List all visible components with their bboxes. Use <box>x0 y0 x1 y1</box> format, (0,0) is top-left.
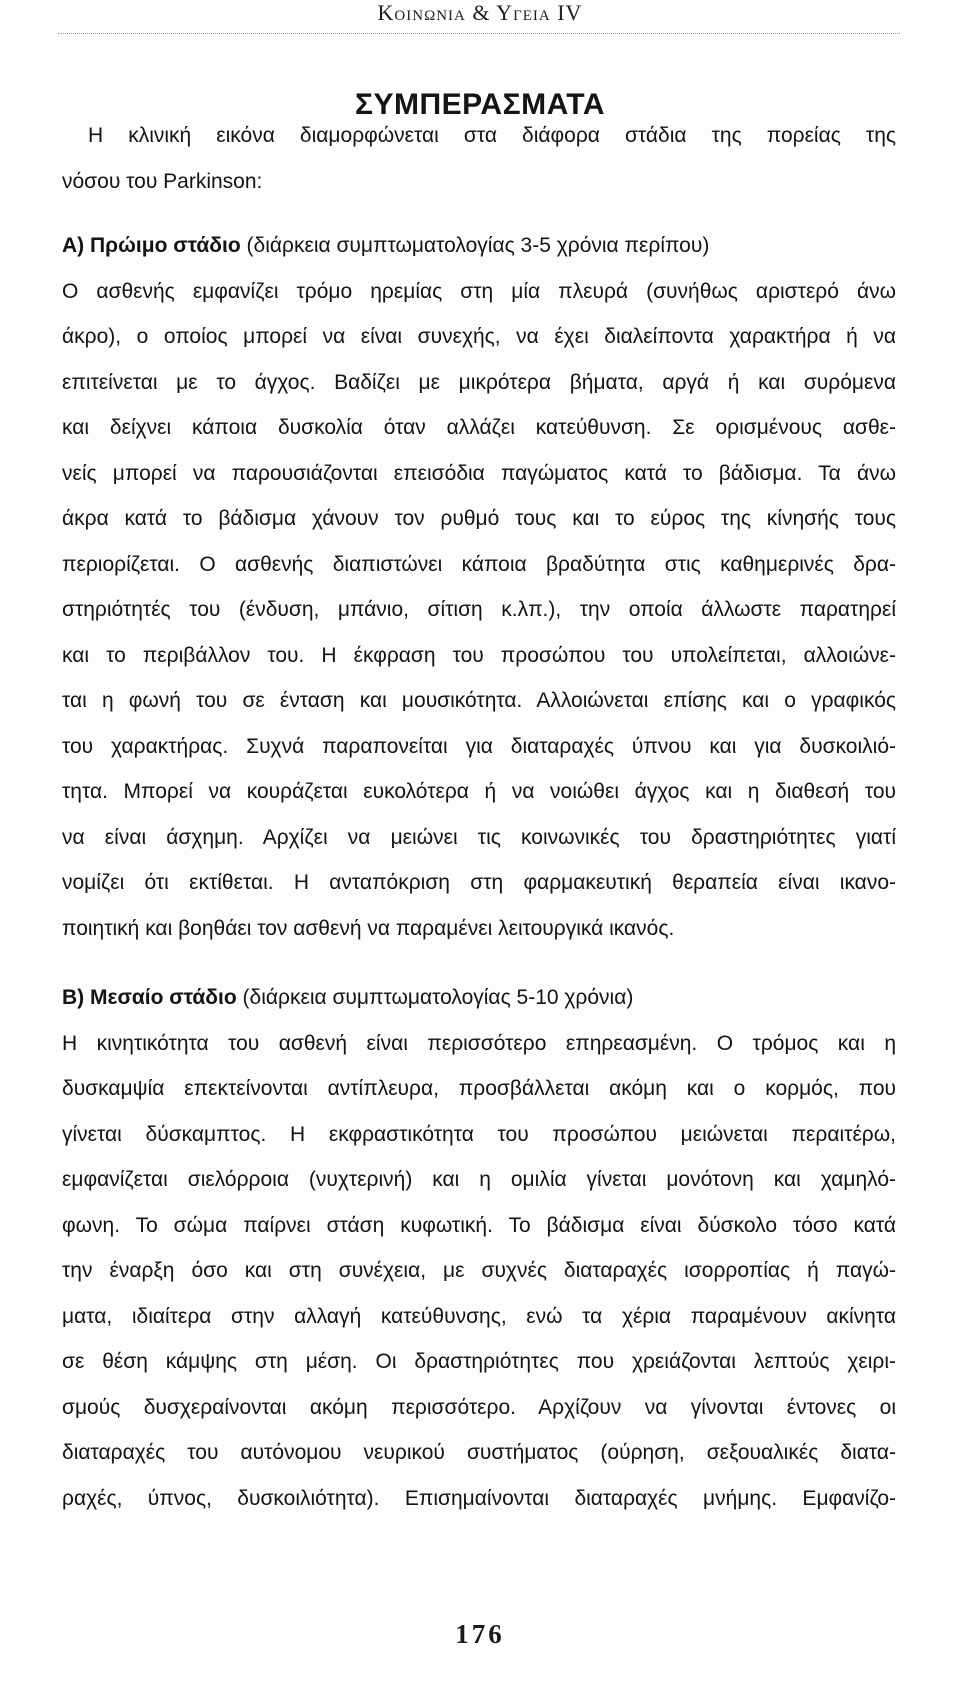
text-line: ραχές, ύπνος, δυσκοιλιότητα). Επισημαίνονται διαταραχές μνήμης. Εμφανίζο- <box>62 1486 896 1510</box>
text-line: του χαρακτήρας. Συχνά παραπονείται για διαταραχές ύπνου και για δυσκοιλιό- <box>62 734 896 758</box>
text-line: εμφανίζεται σιελόρροια (νυχτερινή) και η ομιλία γίνεται μονότονη και χαμηλό- <box>62 1168 896 1191</box>
running-header: Κοινωνια & Υγεια IV <box>377 0 583 25</box>
page-number: 176 <box>455 1619 505 1649</box>
text-line: ποιητική και βοηθάει τον ασθενή να παραμένει λειτουργικά ικανός. <box>62 916 675 940</box>
text-line: στηριότητές του (ένδυση, μπάνιο, σίτιση κ.λπ.), την οποία άλλωστε παρατηρεί <box>62 598 896 621</box>
section-heading <box>62 223 896 269</box>
text-line: Η κινητικότητα του ασθενή είναι περισσότερο επηρεασμένη. Ο τρόμος και η <box>62 1031 896 1055</box>
text-line: νόσου του Parkinson: <box>62 169 263 193</box>
text-line: επιτείνεται με το άγχος. Βαδίζει με μικρότερα βήματα, αργά ή και συρόμενα <box>62 370 896 394</box>
text-line: και το περιβάλλον του. Η έκφραση του προσώπου του υπολείπεται, αλλοιώνε- <box>62 643 896 667</box>
text-line: την έναρξη όσο και στη συνέχεια, με συχνές διαταραχές ισορροπίας ή παγώ- <box>62 1259 896 1282</box>
text-line: διαταραχές του αυτόνομου νευρικού συστήματος (ούρηση, σεξουαλικές διατα- <box>62 1441 896 1464</box>
body-text <box>62 113 896 1521</box>
text-line: να είναι άσχημη. Αρχίζει να μειώνει τις κοινωνικές του δραστηριότητες γιατί <box>62 825 896 849</box>
chapter-title: ΣΥΜΠΕΡΑΣΜΑΤΑ <box>354 88 606 121</box>
section-heading <box>62 975 896 1021</box>
text-line: άκρα κατά το βάδισμα χάνουν τον ρυθμό τους και το εύρος της κίνησής τους <box>62 507 896 530</box>
text-line: άκρο), ο οποίος μπορεί να είναι συνεχής, να έχει διαλείποντα χαρακτήρα ή να <box>62 325 896 348</box>
text-line: Ο ασθενής εμφανίζει τρόμο ηρεμίας στη μία πλευρά (συνήθως αριστερό άνω <box>62 279 896 303</box>
text-line: φωνη. Το σώμα παίρνει στάση κυφωτική. Το βάδισμα είναι δύσκολο τόσο κατά <box>62 1213 896 1237</box>
text-line: γίνεται δύσκαμπτος. Η εκφραστικότητα του προσώπου μειώνεται περαιτέρω, <box>62 1122 896 1146</box>
text-line: δυσκαμψία επεκτείνονται αντίπλευρα, προσβάλλεται ακόμη και ο κορμός, που <box>62 1077 896 1100</box>
stage-label: Β) Μεσαίο στάδιο <box>62 986 237 1009</box>
stage-duration: (διάρκεια συμπτωματολογίας 5-10 χρόνια) <box>236 986 634 1009</box>
intro-paragraph <box>62 113 896 204</box>
section-early-stage <box>62 223 896 951</box>
section-middle-stage <box>62 975 896 1521</box>
stage-label: Α) Πρώιμο στάδιο <box>62 234 241 257</box>
text-line: νείς μπορεί να παρουσιάζονται επεισόδια παγώματος κατά το βάδισμα. Τα άνω <box>62 461 896 485</box>
text-line: ται η φωνή του σε ένταση και μουσικότητα. Αλλοιώνεται επίσης και ο γραφικός <box>62 689 896 712</box>
text-line: νομίζει ότι εκτίθεται. Η ανταπόκριση στη φαρμακευτική θεραπεία είναι ικανο- <box>62 871 896 894</box>
text-line: σμούς δυσχεραίνονται ακόμη περισσότερο. Αρχίζουν να γίνονται έντονες οι <box>62 1395 896 1419</box>
text-line: περιορίζεται. Ο ασθενής διαπιστώνει κάποια βραδύτητα στις καθημερινές δρα- <box>62 552 896 576</box>
text-line: σε θέση κάμψης στη μέση. Οι δραστηριότητες που χρειάζονται λεπτούς χειρι- <box>62 1350 896 1373</box>
stage-duration: (διάρκεια συμπτωματολογίας 3-5 χρόνια περίπου) <box>240 234 710 257</box>
header-rule <box>58 33 900 34</box>
text-line: και δείχνει κάποια δυσκολία όταν αλλάζει κατεύθυνση. Σε ορισμένους ασθε- <box>62 416 896 439</box>
text-line: τητα. Μπορεί να κουράζεται ευκολότερα ή να νοιώθει άγχος και η διαθεσή του <box>62 780 896 803</box>
text-line: ματα, ιδιαίτερα στην αλλαγή κατεύθυνσης, ενώ τα χέρια παραμένουν ακίνητα <box>62 1304 896 1328</box>
text-line: Η κλινική εικόνα διαμορφώνεται στα διάφορα στάδια της πορείας της <box>88 124 896 147</box>
